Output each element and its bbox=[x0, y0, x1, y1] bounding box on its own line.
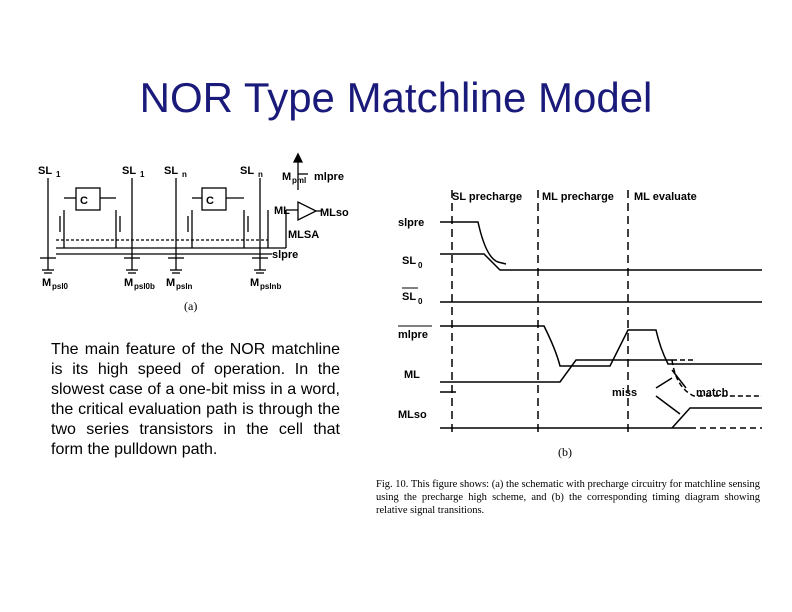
signal-mlso: MLso bbox=[398, 409, 427, 421]
label-mpml: M bbox=[282, 171, 292, 183]
figure-caption: Fig. 10. This figure shows: (a) the schematic with precharge circuitry for matchline sensing using the precharge high scheme, and (b) the corresponding timing diagram showing relative signal transitions. bbox=[376, 479, 760, 516]
label-sl1b-sub: 1 bbox=[140, 170, 145, 179]
phase-ml-precharge: ML precharge bbox=[542, 191, 614, 203]
label-sl1-sub: 1 bbox=[56, 170, 61, 179]
annotation-miss: miss bbox=[612, 387, 638, 399]
label-mpsln: M bbox=[166, 277, 176, 289]
label-mlsa: MLSA bbox=[288, 229, 320, 241]
signal-sl0: SL bbox=[402, 255, 417, 267]
label-mpslnb-sub: pslnb bbox=[260, 282, 282, 291]
label-mpsl0b: M bbox=[124, 277, 134, 289]
cell-label-n: C bbox=[206, 195, 214, 207]
signal-slpre: slpre bbox=[398, 217, 425, 229]
label-sln: SL bbox=[164, 165, 179, 177]
label-mpsl0-sub: psl0 bbox=[52, 282, 69, 291]
label-sln-sub: n bbox=[182, 170, 187, 179]
signal-sl0b-sub: 0 bbox=[418, 297, 423, 306]
label-mlpre: mlpre bbox=[314, 171, 344, 183]
label-mpsln-sub: psln bbox=[176, 282, 193, 291]
label-ml: ML bbox=[274, 205, 290, 217]
label-mpsl0b-sub: psl0b bbox=[134, 282, 155, 291]
signal-ml: ML bbox=[404, 369, 420, 381]
annotation-match: match bbox=[696, 387, 729, 399]
label-mpsl0: M bbox=[42, 277, 52, 289]
signal-sl0-sub: 0 bbox=[418, 261, 423, 270]
label-mpslnb: M bbox=[250, 277, 260, 289]
schematic-figure bbox=[36, 150, 356, 320]
panel-label-a: (a) bbox=[184, 299, 198, 313]
signal-mlpre: mlpre bbox=[398, 329, 428, 341]
slide-title: NOR Type Matchline Model bbox=[139, 74, 653, 121]
label-slpre: slpre bbox=[272, 249, 299, 261]
label-mpml-sub: pml bbox=[292, 176, 307, 185]
label-sl1b: SL bbox=[122, 165, 137, 177]
label-mlso: MLso bbox=[320, 207, 349, 219]
phase-sl-precharge: SL precharge bbox=[452, 191, 523, 203]
body-paragraph: The main feature of the NOR matchline is its high speed of operation. In the slowest case of a one-bit miss in a word, the critical evaluation path is through the two series transistors in the cell that form the pulldown path. bbox=[51, 341, 340, 458]
label-slnb: SL bbox=[240, 165, 255, 177]
label-slnb-sub: n bbox=[258, 170, 263, 179]
cell-label-1: C bbox=[80, 195, 88, 207]
timing-diagram bbox=[394, 182, 770, 462]
panel-label-b: (b) bbox=[558, 445, 572, 459]
signal-sl0b: SL bbox=[402, 291, 417, 303]
label-sl1: SL bbox=[38, 165, 53, 177]
phase-ml-evaluate: ML evaluate bbox=[634, 191, 697, 203]
